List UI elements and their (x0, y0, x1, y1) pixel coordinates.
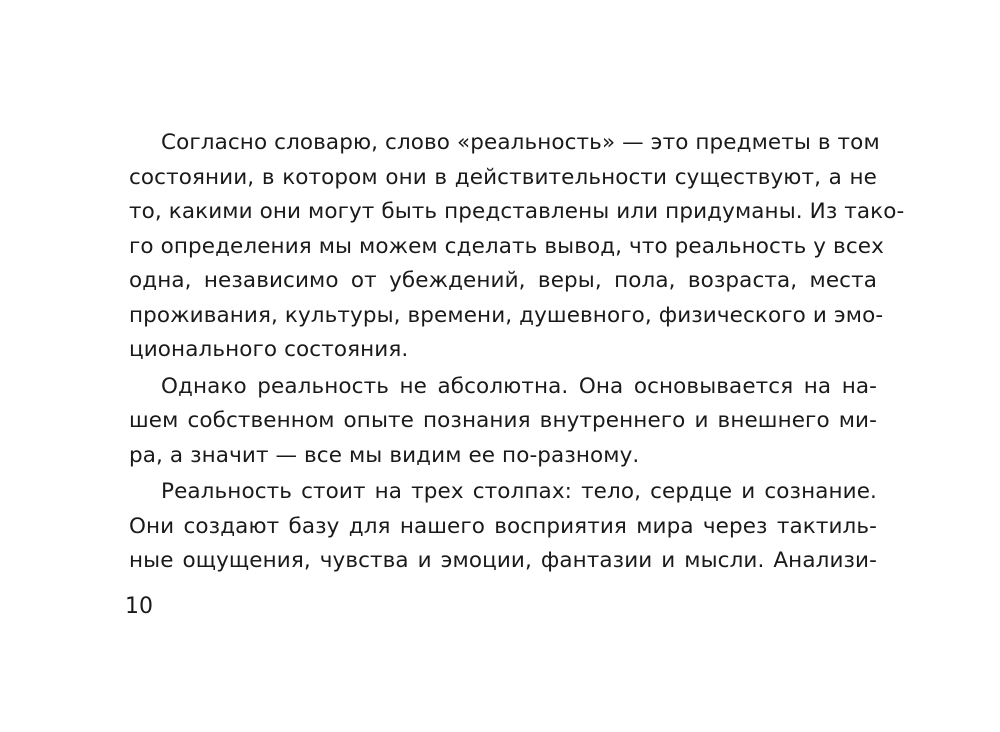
text-line: одна, независимо от убеждений, веры, пола, возраста, места (129, 268, 877, 293)
text-line: ционального состояния. (129, 337, 409, 362)
page-number: 10 (125, 594, 153, 619)
text-line: ные ощущения, чувства и эмоции, фантазии и мысли. Анализи- (129, 548, 877, 573)
text-line: Они создают базу для нашего восприятия мира через тактиль- (129, 513, 877, 539)
text-line: состоянии, в котором они в действительности существуют, а не (129, 164, 877, 190)
paragraph-1 (129, 126, 905, 368)
body-text (129, 126, 905, 579)
text-line: проживания, культуры, времени, душевного, физического и эмо- (129, 302, 884, 328)
text-line: шем собственном опыте познания внутреннего и внешнего ми- (129, 408, 877, 433)
text-line: Реальность стоит на трех столпах: тело, сердце и сознание. (161, 479, 877, 504)
paragraph-3 (129, 475, 877, 579)
text-line: то, какими они могут быть представлены или придуманы. Из тако- (129, 199, 905, 224)
text-line: Однако реальность не абсолютна. Она основывается на на- (161, 373, 877, 399)
text-line: Согласно словарю, слово «реальность» — это предметы в том (161, 130, 880, 155)
text-line: го определения мы можем сделать вывод, что реальность у всех (129, 233, 884, 259)
text-line: ра, а значит — все мы видим ее по-разному. (129, 442, 640, 468)
paragraph-2 (129, 370, 877, 474)
